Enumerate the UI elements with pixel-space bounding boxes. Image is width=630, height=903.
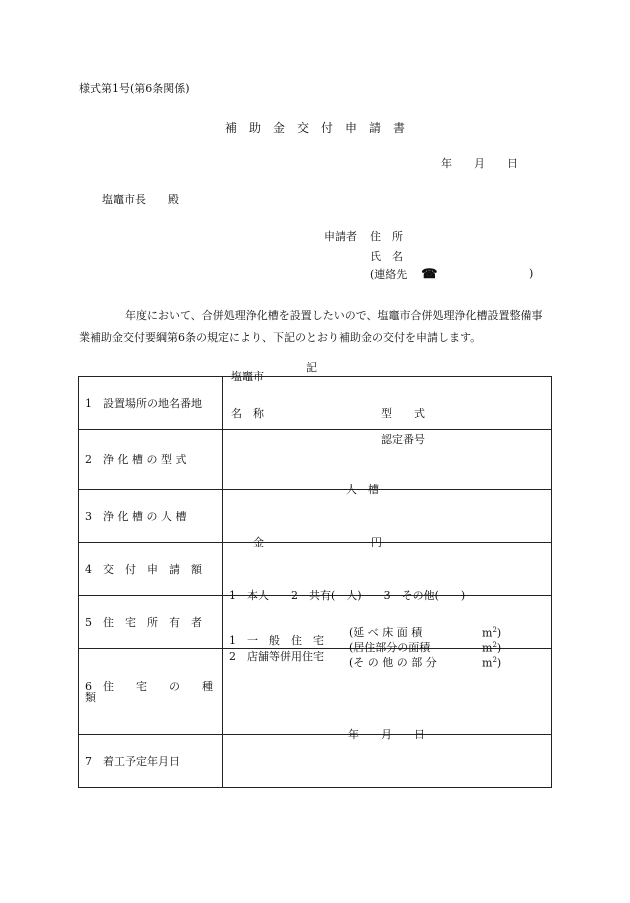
applicant-label: 申請者 <box>324 230 357 243</box>
name-label: 氏 名 <box>370 250 403 263</box>
model-value <box>223 407 552 490</box>
row-label-capacity: 3 浄 化 槽 の 人 槽 <box>79 490 223 543</box>
row-label-amount: 4 交 付 申 請 額 <box>79 543 223 596</box>
row-label-owner: 5 住 宅 所 有 者 <box>79 596 223 649</box>
capacity-unit: 人 槽 <box>346 483 379 496</box>
area-unit: $m^2$) <box>482 626 502 640</box>
start-date-text: 年 月 日 <box>348 728 425 741</box>
table-row <box>79 649 552 735</box>
house-type-value <box>223 626 552 735</box>
table-row <box>79 377 552 430</box>
total-floor-area-label: (延 べ 床 面 積 <box>349 626 423 639</box>
owner-options: 1 本人 2 共有( 人) 3 その他( ) <box>229 589 466 602</box>
address-label: 住 所 <box>370 230 403 243</box>
residential-area-label: (居住部分の面積 <box>349 641 431 654</box>
form-number: 様式第1号(第6条関係) <box>79 82 190 95</box>
contact-line <box>370 268 438 281</box>
start-date-value <box>223 728 552 788</box>
application-date: 年 月 日 <box>441 157 518 170</box>
location-value <box>223 370 552 430</box>
table-row <box>79 490 552 543</box>
model-name-label: 名 称 <box>231 407 264 420</box>
area-unit: $m^2$) <box>482 641 502 655</box>
amount-yen-label: 円 <box>371 536 382 549</box>
model-type-label: 型 式 <box>381 407 425 420</box>
application-statement: 年度において、合併処理浄化槽を設置したいので、塩竈市合併処理浄化槽設置整備事業補助金交付要綱第6条の規定により、下記のとおり補助金の交付を申請します。 <box>79 309 543 344</box>
table-row <box>79 735 552 788</box>
telephone-icon: ☎ <box>421 267 438 282</box>
page-title: 補 助 金 交 付 申 請 書 <box>224 121 405 135</box>
ki-heading: 記 <box>306 361 317 374</box>
addressee: 塩竈市長 殿 <box>102 193 179 206</box>
row-label-model: 2 浄 化 槽 の 型 式 <box>79 430 223 490</box>
area-unit: $m^2$) <box>482 656 502 670</box>
amount-kin-label: 金 <box>253 536 264 549</box>
row-label-start-date: 7 着工予定年月日 <box>79 735 223 788</box>
capacity-value <box>223 483 552 543</box>
other-area-label: (そ の 他 の 部 分 <box>349 656 437 669</box>
application-table <box>78 370 552 788</box>
table-row <box>79 543 552 596</box>
row-label-location: 1 設置場所の地名番地 <box>79 377 223 430</box>
contact-label: (連絡先 <box>370 268 408 281</box>
contact-close-paren: ) <box>529 267 534 280</box>
table-row <box>79 430 552 490</box>
row-label-house-type: 6 住 宅 の 種 類 <box>79 649 223 735</box>
certification-number-label: 認定番号 <box>381 433 425 446</box>
amount-value <box>223 536 552 596</box>
location-text: 塩竈市 <box>231 370 264 383</box>
house-type-mixed: 2 店舗等併用住宅 <box>229 650 324 663</box>
house-type-general: 1 一 般 住 宅 <box>229 634 324 647</box>
